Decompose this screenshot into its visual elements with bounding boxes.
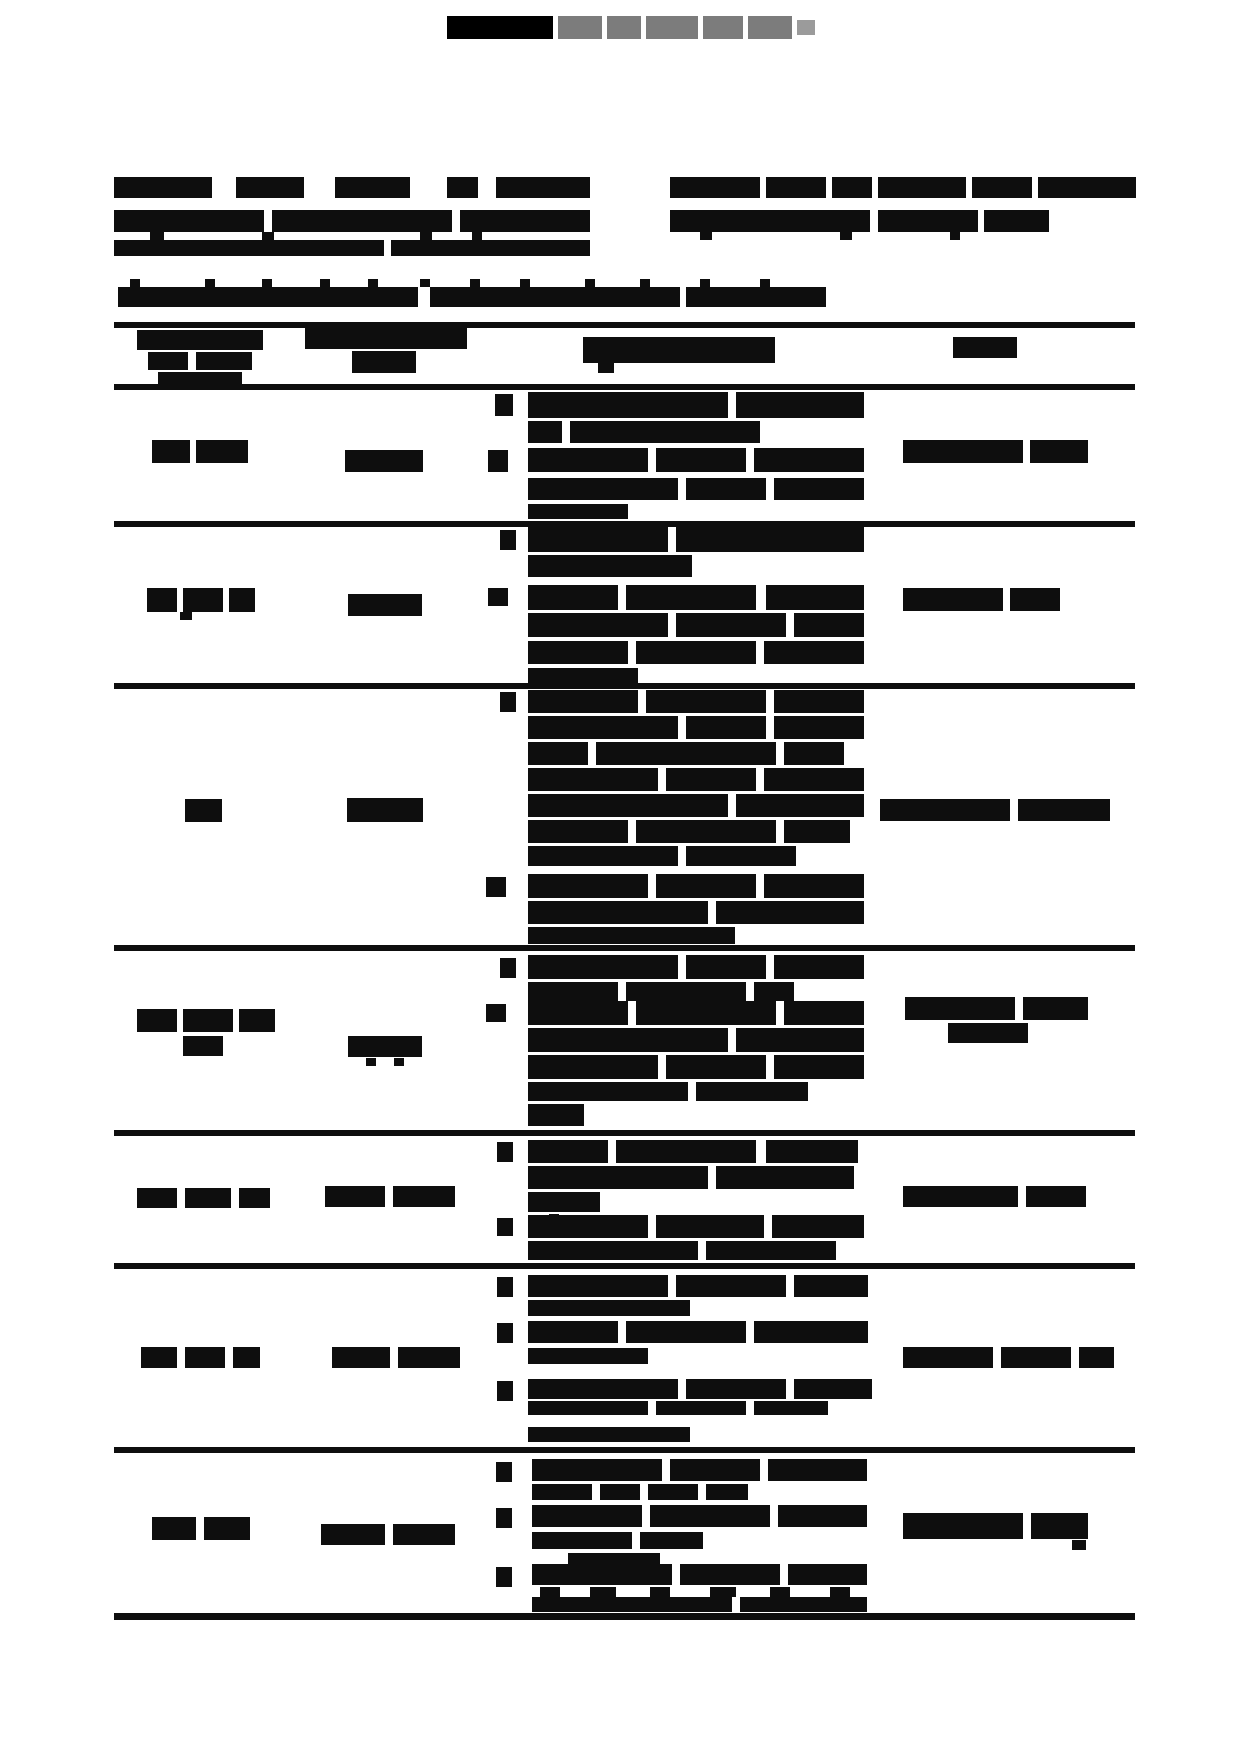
cell-redacted-block — [496, 1508, 512, 1528]
cell-redacted-block — [185, 1188, 231, 1208]
cell-redacted-block — [528, 641, 628, 664]
title-word-block — [703, 16, 743, 39]
redacted-text-line — [114, 240, 384, 256]
cell-redacted-block — [239, 1188, 270, 1208]
table-rule — [114, 384, 1135, 390]
cell-redacted-block — [366, 1058, 376, 1066]
cell-redacted-block — [626, 982, 746, 1001]
cell-redacted-block — [500, 958, 516, 978]
cell-redacted-block — [656, 448, 746, 472]
cell-redacted-block — [528, 504, 628, 519]
cell-redacted-block — [770, 1587, 790, 1597]
caption-redacted-block — [700, 279, 710, 287]
cell-redacted-block — [830, 1587, 850, 1597]
cell-redacted-block — [528, 1275, 668, 1297]
caption-redacted-block — [686, 287, 826, 307]
header-redacted-block — [953, 337, 1017, 358]
cell-redacted-block — [676, 527, 864, 552]
redacted-text-line — [114, 210, 264, 232]
cell-redacted-block — [528, 668, 638, 683]
cell-redacted-block — [764, 641, 864, 664]
table-rule — [114, 322, 1135, 328]
cell-redacted-block — [903, 440, 1023, 463]
cell-redacted-block — [152, 440, 190, 463]
cell-redacted-block — [636, 820, 776, 843]
cell-redacted-block — [532, 1597, 732, 1612]
cell-redacted-block — [528, 1140, 608, 1163]
cell-redacted-block — [141, 1347, 177, 1368]
cell-redacted-block — [528, 768, 658, 791]
cell-redacted-block — [590, 1587, 616, 1597]
cell-redacted-block — [229, 588, 255, 612]
cell-redacted-block — [754, 1321, 868, 1343]
cell-redacted-block — [528, 982, 618, 1001]
cell-redacted-block — [233, 1347, 260, 1368]
cell-redacted-block — [528, 448, 648, 472]
cell-redacted-block — [740, 1597, 867, 1612]
cell-redacted-block — [332, 1347, 390, 1368]
cell-redacted-block — [596, 742, 776, 765]
cell-redacted-block — [185, 1347, 225, 1368]
cell-redacted-block — [180, 612, 192, 620]
cell-redacted-block — [768, 1459, 867, 1481]
redacted-text-line — [420, 232, 432, 240]
caption-redacted-block — [430, 287, 680, 307]
header-redacted-block — [158, 372, 242, 384]
cell-redacted-block — [528, 955, 678, 979]
redacted-text-line — [670, 210, 870, 232]
redacted-text-line — [878, 177, 966, 198]
cell-redacted-block — [774, 1055, 864, 1079]
logo-redacted-block — [447, 16, 553, 39]
cell-redacted-block — [528, 1104, 584, 1126]
cell-redacted-block — [528, 1427, 690, 1442]
cell-redacted-block — [528, 742, 588, 765]
redacted-text-line — [114, 177, 212, 198]
cell-redacted-block — [903, 1347, 993, 1368]
redacted-text-line — [766, 177, 826, 198]
cell-redacted-block — [656, 874, 756, 898]
table-rule — [114, 1613, 1135, 1620]
cell-redacted-block — [710, 1587, 736, 1597]
title-word-block — [646, 16, 698, 39]
cell-redacted-block — [568, 1553, 660, 1565]
caption-redacted-block — [420, 279, 430, 287]
table-rule — [114, 1263, 1135, 1269]
cell-redacted-block — [528, 690, 638, 713]
cell-redacted-block — [528, 1166, 708, 1189]
cell-redacted-block — [347, 798, 423, 822]
cell-redacted-block — [636, 1001, 776, 1025]
cell-redacted-block — [204, 1517, 250, 1540]
cell-redacted-block — [794, 1275, 868, 1297]
cell-redacted-block — [766, 585, 864, 610]
cell-redacted-block — [497, 1142, 513, 1162]
redacted-text-line — [950, 232, 960, 240]
title-word-block — [558, 16, 602, 39]
cell-redacted-block — [528, 613, 668, 637]
title-word-block — [607, 16, 641, 39]
header-redacted-block — [148, 352, 188, 370]
cell-redacted-block — [903, 1186, 1018, 1207]
cell-redacted-block — [528, 392, 728, 418]
caption-redacted-block — [585, 279, 595, 287]
cell-redacted-block — [549, 1214, 559, 1224]
cell-redacted-block — [528, 1215, 648, 1238]
redacted-text-line — [460, 210, 590, 232]
cell-redacted-block — [774, 690, 864, 713]
cell-redacted-block — [183, 1036, 223, 1056]
cell-redacted-block — [676, 613, 786, 637]
cell-redacted-block — [686, 716, 766, 739]
caption-redacted-block — [320, 279, 330, 287]
cell-redacted-block — [488, 588, 508, 606]
caption-redacted-block — [205, 279, 215, 287]
cell-redacted-block — [736, 794, 864, 817]
cell-redacted-block — [676, 1275, 786, 1297]
caption-redacted-block — [640, 279, 650, 287]
cell-redacted-block — [496, 1567, 512, 1587]
cell-redacted-block — [185, 799, 222, 822]
cell-redacted-block — [626, 1321, 746, 1343]
cell-redacted-block — [500, 530, 516, 550]
header-redacted-block — [598, 363, 614, 373]
cell-redacted-block — [1023, 997, 1088, 1020]
cell-redacted-block — [239, 1009, 275, 1032]
title-word-block — [748, 16, 792, 39]
cell-redacted-block — [348, 594, 422, 616]
cell-redacted-block — [488, 450, 508, 472]
redacted-text-line — [840, 232, 852, 240]
cell-redacted-block — [754, 982, 794, 1001]
cell-redacted-block — [1031, 1513, 1088, 1539]
cell-redacted-block — [646, 690, 766, 713]
cell-redacted-block — [497, 1381, 513, 1401]
cell-redacted-block — [1079, 1347, 1114, 1368]
cell-redacted-block — [528, 927, 735, 944]
caption-redacted-block — [520, 279, 530, 287]
cell-redacted-block — [528, 901, 708, 924]
cell-redacted-block — [528, 846, 678, 866]
cell-redacted-block — [626, 585, 756, 610]
redacted-text-line — [262, 232, 274, 240]
cell-redacted-block — [716, 901, 864, 924]
cell-redacted-block — [754, 1401, 828, 1415]
cell-redacted-block — [736, 1028, 864, 1052]
header-redacted-block — [583, 337, 775, 363]
cell-redacted-block — [1030, 440, 1088, 463]
cell-redacted-block — [495, 394, 513, 416]
cell-redacted-block — [528, 1028, 728, 1052]
table-rule — [114, 1447, 1135, 1453]
redacted-text-line — [335, 177, 410, 198]
cell-redacted-block — [528, 1001, 628, 1025]
redacted-text-line — [496, 177, 590, 198]
cell-redacted-block — [764, 768, 864, 791]
cell-redacted-block — [774, 716, 864, 739]
cell-redacted-block — [880, 799, 1010, 821]
header-redacted-block — [305, 328, 467, 349]
cell-redacted-block — [528, 820, 628, 843]
cell-redacted-block — [540, 1587, 560, 1597]
cell-redacted-block — [398, 1347, 460, 1368]
cell-redacted-block — [393, 1524, 455, 1545]
cell-redacted-block — [636, 641, 756, 664]
redacted-text-line — [832, 177, 872, 198]
cell-redacted-block — [903, 1513, 1023, 1539]
cell-redacted-block — [348, 1036, 422, 1057]
cell-redacted-block — [656, 1401, 746, 1415]
cell-redacted-block — [528, 1401, 648, 1415]
cell-redacted-block — [183, 588, 223, 612]
caption-redacted-block — [470, 279, 480, 287]
cell-redacted-block — [137, 1188, 177, 1208]
cell-redacted-block — [500, 692, 516, 712]
cell-redacted-block — [686, 1379, 786, 1399]
cell-redacted-block — [754, 448, 864, 472]
table-rule — [114, 1130, 1135, 1136]
cell-redacted-block — [528, 421, 562, 443]
cell-redacted-block — [532, 1564, 672, 1585]
cell-redacted-block — [706, 1241, 836, 1260]
cell-redacted-block — [648, 1484, 698, 1500]
cell-redacted-block — [528, 1379, 678, 1399]
cell-redacted-block — [666, 768, 756, 791]
header-redacted-block — [137, 330, 263, 350]
cell-redacted-block — [196, 440, 248, 463]
cell-redacted-block — [345, 450, 423, 472]
cell-redacted-block — [394, 1058, 404, 1066]
cell-redacted-block — [905, 997, 1015, 1020]
cell-redacted-block — [794, 613, 864, 637]
redacted-text-line — [972, 177, 1032, 198]
cell-redacted-block — [528, 1241, 698, 1260]
cell-redacted-block — [766, 1140, 858, 1163]
redacted-text-line — [272, 210, 452, 232]
cell-redacted-block — [706, 1484, 748, 1500]
table-rule — [114, 521, 1135, 527]
cell-redacted-block — [528, 1055, 658, 1079]
cell-redacted-block — [528, 874, 648, 898]
redacted-text-line — [670, 177, 760, 198]
cell-redacted-block — [532, 1532, 632, 1549]
redacted-text-line — [447, 177, 478, 198]
cell-redacted-block — [152, 1517, 196, 1540]
cell-redacted-block — [528, 1348, 648, 1364]
cell-redacted-block — [784, 820, 850, 843]
caption-redacted-block — [368, 279, 378, 287]
cell-redacted-block — [696, 1082, 808, 1101]
cell-redacted-block — [497, 1218, 513, 1236]
cell-redacted-block — [1026, 1186, 1086, 1207]
header-redacted-block — [196, 352, 252, 370]
cell-redacted-block — [1010, 588, 1060, 611]
cell-redacted-block — [497, 1323, 513, 1343]
cell-redacted-block — [764, 874, 864, 898]
cell-redacted-block — [788, 1564, 867, 1585]
cell-redacted-block — [640, 1532, 703, 1549]
cell-redacted-block — [486, 1004, 506, 1022]
cell-redacted-block — [1018, 799, 1110, 821]
header-redacted-block — [352, 351, 416, 373]
cell-redacted-block — [774, 955, 864, 979]
cell-redacted-block — [528, 585, 618, 610]
cell-redacted-block — [1001, 1347, 1071, 1368]
cell-redacted-block — [528, 478, 678, 500]
cell-redacted-block — [686, 955, 766, 979]
caption-redacted-block — [262, 279, 272, 287]
redacted-text-line — [472, 232, 482, 240]
cell-redacted-block — [183, 1009, 233, 1032]
cell-redacted-block — [794, 1379, 872, 1399]
cell-redacted-block — [393, 1186, 455, 1207]
title-word-block — [797, 20, 815, 35]
redacted-text-line — [984, 210, 1049, 232]
cell-redacted-block — [528, 794, 728, 817]
cell-redacted-block — [486, 877, 506, 897]
cell-redacted-block — [650, 1505, 770, 1527]
cell-redacted-block — [666, 1055, 766, 1079]
cell-redacted-block — [570, 421, 760, 443]
cell-redacted-block — [680, 1564, 780, 1585]
cell-redacted-block — [948, 1023, 1028, 1043]
redacted-text-line — [150, 232, 164, 240]
cell-redacted-block — [528, 527, 668, 552]
cell-redacted-block — [656, 1215, 764, 1238]
redacted-text-line — [1038, 177, 1136, 198]
caption-redacted-block — [130, 279, 140, 287]
cell-redacted-block — [784, 1001, 864, 1025]
cell-redacted-block — [147, 588, 177, 612]
cell-redacted-block — [600, 1484, 640, 1500]
cell-redacted-block — [686, 478, 766, 500]
caption-redacted-block — [118, 287, 418, 307]
cell-redacted-block — [784, 742, 844, 765]
cell-redacted-block — [532, 1505, 642, 1527]
redacted-text-line — [236, 177, 304, 198]
cell-redacted-block — [137, 1009, 177, 1032]
cell-redacted-block — [532, 1484, 592, 1500]
cell-redacted-block — [528, 555, 692, 577]
cell-redacted-block — [528, 1192, 600, 1212]
table-rule — [114, 683, 1135, 689]
cell-redacted-block — [1072, 1540, 1086, 1550]
cell-redacted-block — [736, 392, 864, 418]
cell-redacted-block — [772, 1215, 864, 1238]
cell-redacted-block — [325, 1186, 385, 1207]
redacted-text-line — [878, 210, 978, 232]
cell-redacted-block — [528, 716, 678, 739]
cell-redacted-block — [670, 1459, 760, 1481]
cell-redacted-block — [321, 1524, 385, 1545]
cell-redacted-block — [616, 1140, 756, 1163]
redacted-text-line — [391, 240, 590, 256]
cell-redacted-block — [774, 478, 864, 500]
table-rule — [114, 945, 1135, 951]
cell-redacted-block — [528, 1082, 688, 1101]
cell-redacted-block — [528, 1321, 618, 1343]
caption-redacted-block — [760, 279, 770, 287]
cell-redacted-block — [903, 588, 1003, 611]
cell-redacted-block — [528, 1300, 690, 1316]
cell-redacted-block — [496, 1462, 512, 1482]
cell-redacted-block — [686, 846, 796, 866]
redacted-text-line — [700, 232, 712, 240]
cell-redacted-block — [716, 1166, 854, 1189]
cell-redacted-block — [650, 1587, 670, 1597]
cell-redacted-block — [778, 1505, 867, 1527]
cell-redacted-block — [532, 1459, 662, 1481]
cell-redacted-block — [497, 1277, 513, 1297]
